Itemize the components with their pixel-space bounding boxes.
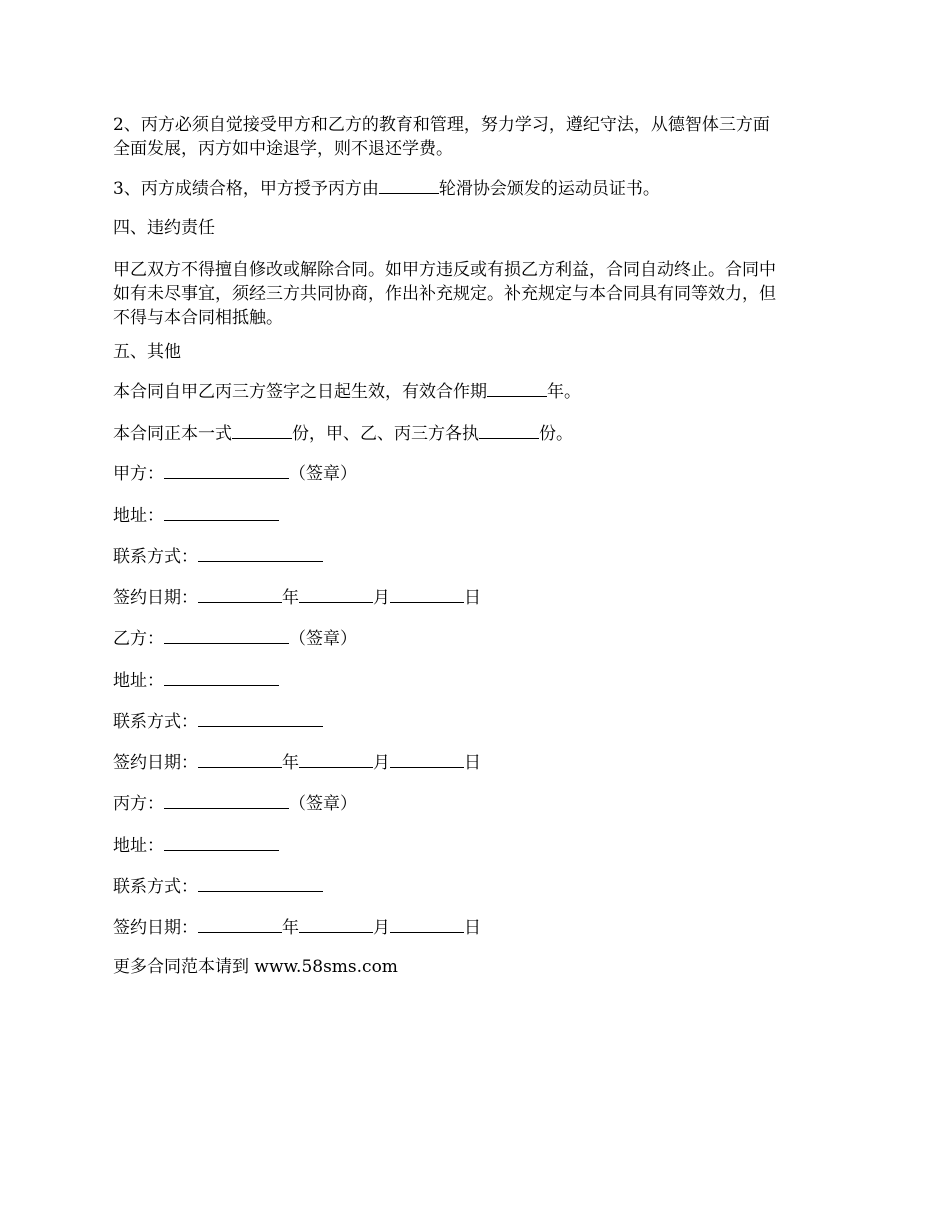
party-a-address-label: 地址： (113, 506, 164, 526)
party-a-address-blank (164, 502, 279, 521)
clause-3-text-before: 3、丙方成绩合格，甲方授予丙方由 (113, 179, 379, 199)
party-b-signature-line (113, 625, 838, 651)
section-4-heading: 四、违约责任 (113, 218, 215, 238)
party-b-label: 乙方： (113, 629, 164, 649)
party-c-signature-blank (164, 790, 289, 809)
party-c-address-line (113, 832, 838, 858)
party-b-month-label: 月 (373, 753, 390, 773)
party-b-day-label: 日 (464, 753, 481, 773)
party-b-address-blank (164, 667, 279, 686)
each-party-copies-blank (479, 420, 539, 439)
section-4-line-2: 如有未尽事宜，须经三方共同协商，作出补充规定。补充规定与本合同具有同等效力，但 (113, 284, 776, 304)
section-4-body (113, 258, 838, 330)
party-c-month-label: 月 (373, 918, 390, 938)
party-a-label: 甲方： (113, 464, 164, 484)
party-a-date-line (113, 584, 838, 610)
party-b-day-blank (390, 749, 464, 768)
clause-2-line-2: 全面发展，丙方如中途退学，则不退还学费。 (113, 139, 453, 159)
party-c-day-blank (390, 914, 464, 933)
party-b-address-label: 地址： (113, 671, 164, 691)
association-blank (379, 175, 439, 194)
party-c-label: 丙方： (113, 794, 164, 814)
party-b-year-blank (198, 749, 282, 768)
party-b-month-blank (299, 749, 373, 768)
clause-3 (113, 175, 838, 201)
party-c-date-label: 签约日期： (113, 918, 198, 938)
party-a-year-blank (198, 584, 282, 603)
validity-years-blank (487, 378, 547, 397)
party-b-signature-blank (164, 625, 289, 644)
party-b-contact-line (113, 708, 838, 734)
party-a-contact-blank (198, 543, 323, 562)
party-c-month-blank (299, 914, 373, 933)
footer-link-text: 更多合同范本请到 www.58sms.com (113, 957, 398, 977)
party-c-day-label: 日 (464, 918, 481, 938)
copies-clause (113, 420, 838, 446)
copies-text-before: 本合同正本一式 (113, 424, 232, 444)
party-c-seal: （签章） (289, 794, 357, 814)
party-c-contact-blank (198, 873, 323, 892)
party-c-contact-line (113, 873, 838, 899)
clause-2-line-1: 2、丙方必须自觉接受甲方和乙方的教育和管理，努力学习，遵纪守法，从德智体三方面 (113, 115, 770, 135)
party-b-year-label: 年 (282, 753, 299, 773)
section-4-line-3: 不得与本合同相抵触。 (113, 308, 283, 328)
party-c-year-label: 年 (282, 918, 299, 938)
party-b-seal: （签章） (289, 629, 357, 649)
party-a-contact-line (113, 543, 838, 569)
validity-clause (113, 378, 838, 404)
copies-text-after: 份。 (539, 424, 573, 444)
party-b-address-line (113, 667, 838, 693)
party-a-day-blank (390, 584, 464, 603)
party-a-seal: （签章） (289, 464, 357, 484)
party-c-address-blank (164, 832, 279, 851)
party-a-contact-label: 联系方式： (113, 547, 198, 567)
party-b-contact-label: 联系方式： (113, 712, 198, 732)
party-b-contact-blank (198, 708, 323, 727)
party-b-date-label: 签约日期： (113, 753, 198, 773)
clause-2 (113, 113, 838, 161)
party-a-signature-blank (164, 460, 289, 479)
party-c-year-blank (198, 914, 282, 933)
copies-text-middle: 份，甲、乙、丙三方各执 (292, 424, 479, 444)
party-c-contact-label: 联系方式： (113, 877, 198, 897)
party-a-month-blank (299, 584, 373, 603)
party-a-month-label: 月 (373, 588, 390, 608)
validity-text-before: 本合同自甲乙丙三方签字之日起生效，有效合作期 (113, 382, 487, 402)
section-5-heading: 五、其他 (113, 342, 181, 362)
clause-3-text-after: 轮滑协会颁发的运动员证书。 (438, 179, 660, 199)
party-a-day-label: 日 (464, 588, 481, 608)
total-copies-blank (232, 420, 292, 439)
section-4-line-1: 甲乙双方不得擅自修改或解除合同。如甲方违反或有损乙方利益，合同自动终止。合同中 (113, 260, 776, 280)
party-c-address-label: 地址： (113, 836, 164, 856)
party-a-signature-line (113, 460, 838, 486)
party-c-date-line (113, 914, 838, 940)
party-b-date-line (113, 749, 838, 775)
party-a-address-line (113, 502, 838, 528)
party-a-year-label: 年 (282, 588, 299, 608)
party-a-date-label: 签约日期： (113, 588, 198, 608)
party-c-signature-line (113, 790, 838, 816)
validity-text-after: 年。 (547, 382, 581, 402)
